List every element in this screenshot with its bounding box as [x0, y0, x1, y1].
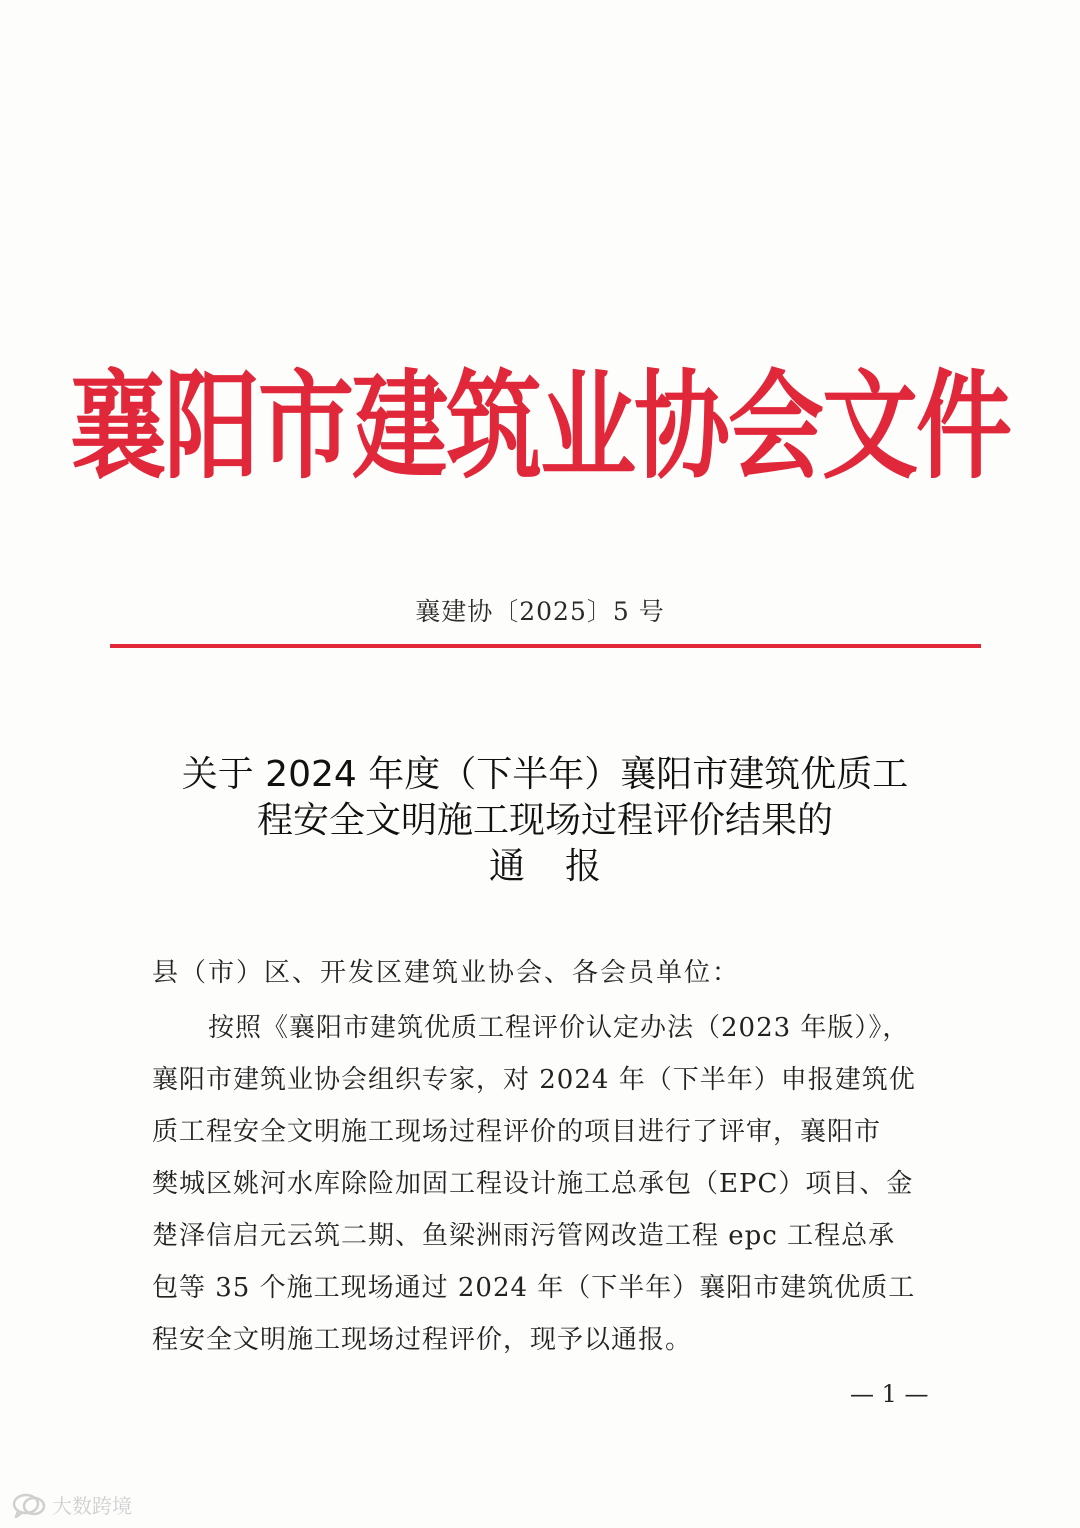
watermark [12, 1490, 132, 1519]
body-line: 楚泽信启元云筑二期、鱼梁洲雨污管网改造工程 epc 工程总承 [152, 1221, 896, 1251]
notice-title-line-3: 通报 [488, 846, 641, 887]
body-line: 襄阳市建筑业协会组织专家，对 2024 年（下半年）申报建筑优 [152, 1065, 916, 1095]
notice-title-line-2: 程安全文明施工现场过程评价结果的 [256, 800, 833, 841]
page-number: — 1 — [850, 1380, 929, 1408]
notice-title [120, 752, 970, 890]
body-line: 按照《襄阳市建筑优质工程评价认定办法（2023 年版）》， [208, 1013, 910, 1043]
salutation: 县（市）区、开发区建筑业协会、各会员单位： [152, 958, 741, 988]
body-line: 程安全文明施工现场过程评价，现予以通报。 [152, 1325, 693, 1355]
body-line: 包等 35 个施工现场通过 2024 年（下半年）襄阳市建筑优质工 [152, 1273, 916, 1303]
red-divider [110, 644, 981, 648]
document-number: 襄建协〔2025〕5 号 [415, 597, 665, 626]
body-paragraph [152, 1002, 942, 1366]
body-line: 质工程安全文明施工现场过程评价的项目进行了评审，襄阳市 [152, 1117, 882, 1147]
body-line: 樊城区姚河水库除险加固工程设计施工总承包（EPC）项目、金 [152, 1169, 914, 1199]
chat-bubble-icon [12, 1492, 46, 1518]
header-title: 襄阳市建筑业协会文件 [70, 357, 1010, 495]
notice-title-line-1: 关于 2024 年度（下半年）襄阳市建筑优质工 [181, 754, 909, 795]
watermark-text: 大数跨境 [52, 1494, 132, 1518]
